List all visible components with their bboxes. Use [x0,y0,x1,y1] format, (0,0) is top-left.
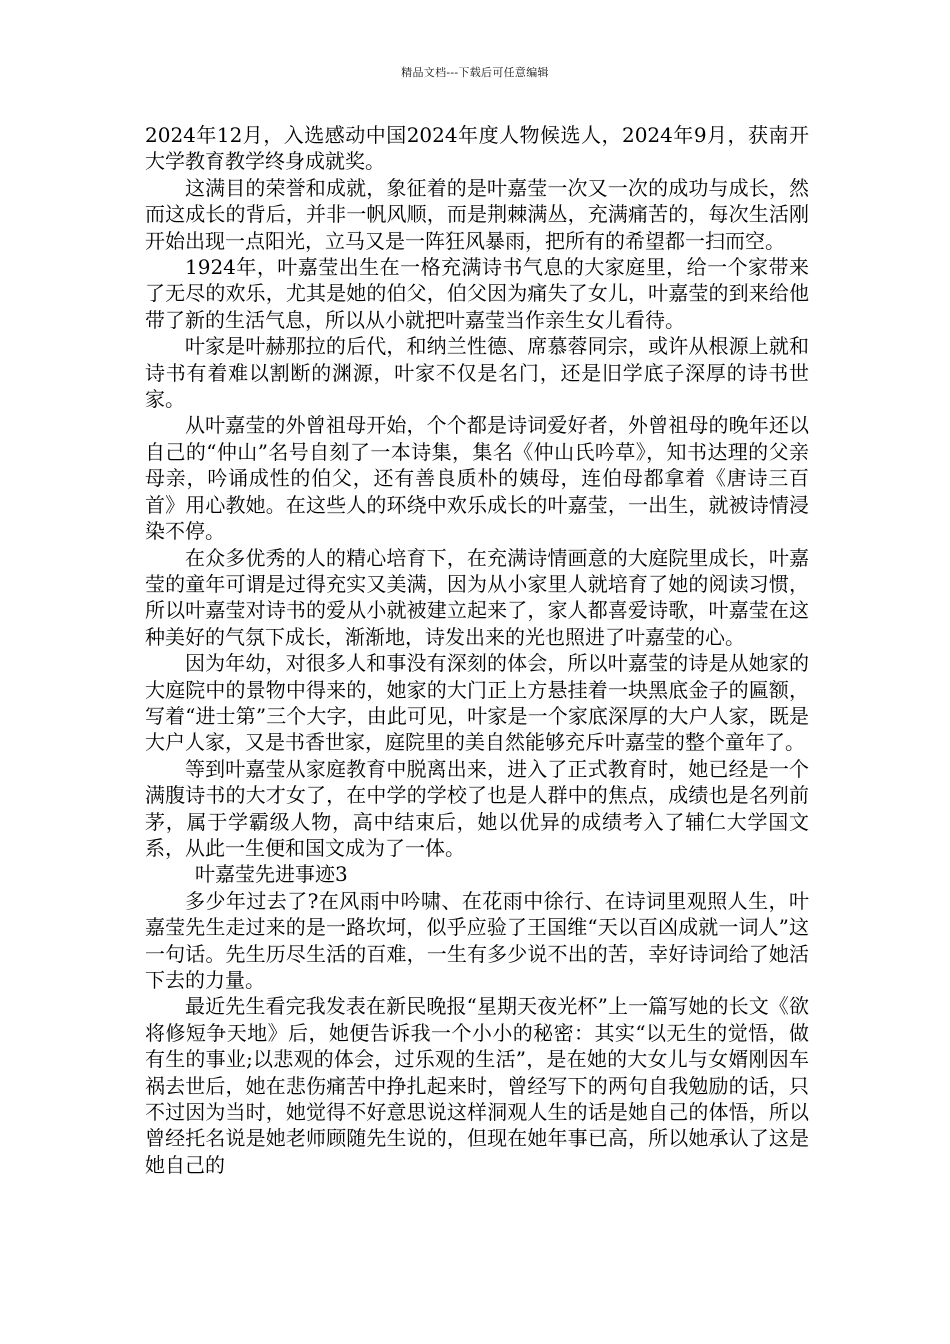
page-header: 精品文档---下载后可任意编辑 [401,66,549,79]
paragraph-family-origin: 叶家是叶赫那拉的后代，和纳兰性德、席慕蓉同宗，或许从根源上就和诗书有着难以割断的渊源，叶家不仅是名门，还是旧学底子深厚的诗书世家。 [145,334,809,412]
paragraph-years-passed: 多少年过去了?在风雨中吟啸、在花雨中徐行、在诗词里观照人生，叶嘉莹先生走过来的是一路坎坷，似乎应验了王国维“天以百凶成就一词人”这一句话。先生历尽生活的百难，一生有多少说不出的苦，幸好诗词给了她活下去的力量。 [145,888,809,992]
section-heading: 叶嘉莹先进事迹3 [195,862,348,887]
paragraph-hardships: 这满目的荣誉和成就，象征着的是叶嘉莹一次又一次的成功与成长，然而这成长的背后，并非一帆风顺，而是荆棘满丛，充满痛苦的，每次生活刚开始出现一点阳光，立马又是一阵狂风暴雨，把所有的希望都一扫而空。 [145,175,809,253]
paragraph-birth: 1924年，叶嘉莹出生在一格充满诗书气息的大家庭里，给一个家带来了无尽的欢乐，尤其是她的伯父，伯父因为痛失了女儿，叶嘉莹的到来给他带了新的生活气息，所以从小就把叶嘉莹当作亲生女儿看待。 [145,255,809,332]
paragraph-childhood: 在众多优秀的人的精心培育下，在充满诗情画意的大庭院里成长，叶嘉莹的童年可谓是过得充实又美满，因为从小家里人就培育了她的阅读习惯，所以叶嘉莹对诗书的爱从小就被建立起来了，家人都喜爱诗歌，叶嘉莹在这种美好的气氛下成长，渐渐地，诗发出来的光也照进了叶嘉莹的心。 [145,545,809,649]
paragraph-secret: 最近先生看完我发表在新民晚报“星期天夜光杯”上一篇写她的长文《欲将修短争天地》后，她便告诉我一个小小的秘密：其实“以无生的觉悟，做有生的事业;以悲观的体会，过乐观的生活”，是在她的大女儿与女婿刚因车祸去世后，她在悲伤痛苦中挣扎起来时，曾经写下的两句自我勉励的话，只不过因为当时，她觉得不好意思说这样洞观人生的话是她自己的体悟，所以曾经托名说是她老师顾随先生说的，但现在她年事已高，所以她承认了这是她自己的 [145,994,809,1177]
document-body [145,122,809,1178]
paragraph-awards: 2024年12月，入选感动中国2024年度人物候选人，2024年9月，获南开大学教育教学终身成就奖。 [145,123,809,174]
paragraph-poetry-family: 从叶嘉莹的外曾祖母开始，个个都是诗词爱好者，外曾祖母的晚年还以自己的“仲山”名号自刻了一本诗集，集名《仲山氏吟草》，知书达理的父亲母亲，吟诵成性的伯父，还有善良质朴的姨母，连伯母都拿着《唐诗三百首》用心教她。在这些人的环绕中欢乐成长的叶嘉莹，一出生，就被诗情浸染不停。 [145,413,809,544]
paragraph-education: 等到叶嘉莹从家庭教育中脱离出来，进入了正式教育时，她已经是一个满腹诗书的大才女了，在中学的学校了也是人群中的焦点，成绩也是名列前茅，属于学霸级人物，高中结束后，她以优异的成绩考入了辅仁大学国文系，从此一生便和国文成为了一体。 [145,756,809,860]
paragraph-courtyard: 因为年幼，对很多人和事没有深刻的体会，所以叶嘉莹的诗是从她家的大庭院中的景物中得来的，她家的大门正上方悬挂着一块黑底金子的匾额，写着“进士第”三个大字，由此可见，叶家是一个家底深厚的大户人家，既是大户人家，又是书香世家，庭院里的美自然能够充斥叶嘉莹的整个童年了。 [145,651,809,755]
